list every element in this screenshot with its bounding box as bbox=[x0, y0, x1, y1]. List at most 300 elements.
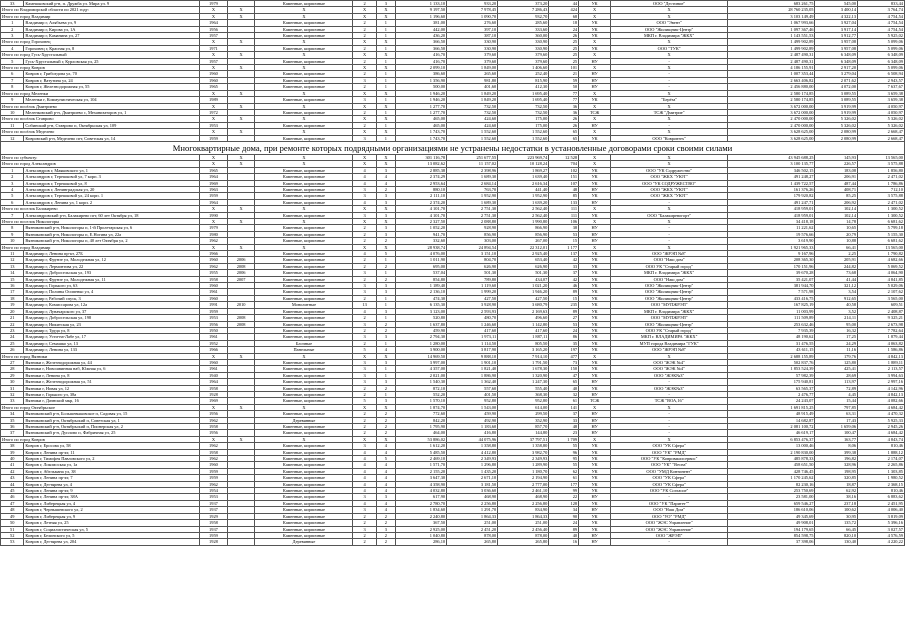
table-cell: УК bbox=[579, 488, 611, 494]
table-cell: 401,50 bbox=[447, 391, 498, 397]
table-cell: 196,82 bbox=[815, 456, 858, 462]
table-cell: 6 348,09 bbox=[858, 58, 905, 64]
table-cell: X bbox=[227, 436, 255, 442]
table-body-top bbox=[1, 1, 905, 142]
table-cell: X bbox=[227, 353, 255, 359]
table-cell: 2 476,77 bbox=[728, 391, 815, 397]
table-cell: 33 bbox=[549, 417, 579, 423]
table-cell: 3 103 149,49 bbox=[728, 13, 815, 19]
table-cell: 141 bbox=[549, 404, 579, 410]
table-cell: Каменные, кирпичные bbox=[255, 513, 353, 519]
table-cell: 89 bbox=[549, 289, 579, 295]
table-cell: 66,45 bbox=[815, 526, 858, 532]
table-cell: - bbox=[611, 225, 728, 231]
table-cell: 1 952,90 bbox=[498, 193, 549, 199]
table-cell: Каменные, кирпичные bbox=[255, 532, 353, 538]
table-cell: Каменные, кирпичные bbox=[255, 424, 353, 430]
table-cell: X bbox=[376, 404, 395, 410]
table-cell: 244,82 bbox=[815, 263, 858, 269]
table-cell: 2 456 880,00 bbox=[728, 84, 815, 90]
table-cell: 1 180,70 bbox=[498, 468, 549, 474]
table-cell: 842,20 bbox=[395, 417, 446, 423]
table-cell: 1980 bbox=[200, 231, 228, 237]
table-cell: УК bbox=[579, 321, 611, 327]
table-cell: 418 959,01 bbox=[728, 212, 815, 218]
table-cell: 46 bbox=[1, 494, 24, 500]
table-cell: 3 bbox=[353, 443, 376, 449]
table-cell: 1 320,90 bbox=[498, 372, 549, 378]
table-cell: 2 080,99 bbox=[815, 135, 858, 141]
table-cell: НУ bbox=[579, 424, 611, 430]
table-cell: Ковров г, Либерецкая ул, 4 bbox=[24, 500, 200, 506]
table-cell: X bbox=[611, 39, 728, 45]
table-cell: 2 bbox=[353, 391, 376, 397]
table-cell: 332,60 bbox=[395, 238, 446, 244]
table-cell: ООО "УК СОДРУЖЕСТВО" bbox=[611, 180, 728, 186]
table-cell: 2,25 bbox=[815, 251, 858, 257]
table-cell: 1 499 902,89 bbox=[728, 39, 815, 45]
table-cell: УК bbox=[579, 302, 611, 308]
table-cell: 2 349,93 bbox=[498, 456, 549, 462]
table-cell: 321,12 bbox=[815, 283, 858, 289]
table-cell: 1 097 367,46 bbox=[728, 26, 815, 32]
table-cell: 2 bbox=[353, 315, 376, 321]
table-cell: НУ bbox=[579, 532, 611, 538]
table-cell: 61 bbox=[549, 398, 579, 404]
table-cell: УК bbox=[579, 45, 611, 51]
table-cell: 1 bbox=[376, 270, 395, 276]
table-cell: 1 362,40 bbox=[447, 379, 498, 385]
table-cell: 14 bbox=[1, 270, 24, 276]
table-cell: 33 bbox=[1, 398, 24, 404]
table-cell: - bbox=[611, 122, 728, 128]
table-cell: Владимир г, Фрунзе ул, Молодежная ул, 11 bbox=[24, 276, 200, 282]
table-cell: 45 bbox=[1, 488, 24, 494]
table-cell: Каменные, кирпичные bbox=[255, 468, 353, 474]
table-cell: 952,80 bbox=[498, 398, 549, 404]
table-cell: 1 946,20 bbox=[395, 90, 446, 96]
table-cell: 3 bbox=[376, 1, 395, 7]
table-cell: 428 746,45 bbox=[728, 468, 815, 474]
table-cell: 53 886,02 bbox=[395, 436, 446, 442]
table-cell: Деревянные bbox=[255, 539, 353, 545]
table-cell: Владимир г, Каманина ул, 27 bbox=[24, 33, 200, 39]
table-cell: 436,20 bbox=[395, 33, 446, 39]
table-cell: 13 565,00 bbox=[858, 244, 905, 250]
table-cell: 15 bbox=[549, 295, 579, 301]
table-cell: 500,00 bbox=[395, 84, 446, 90]
table-cell: 28 760 235,05 bbox=[728, 7, 815, 13]
table-cell: НУ bbox=[579, 379, 611, 385]
table-cell: 333,60 bbox=[498, 26, 549, 32]
table-cell: 1 170 245,62 bbox=[728, 475, 815, 481]
table-cell: X bbox=[579, 7, 611, 13]
table-cell: 626,90 bbox=[447, 263, 498, 269]
table-cell: 1 886,90 bbox=[447, 372, 498, 378]
table-cell: 1956 bbox=[200, 411, 228, 417]
table-cell: 1 973,11 bbox=[447, 334, 498, 340]
table-cell: 253 750,69 bbox=[728, 488, 815, 494]
table-cell: 3 bbox=[353, 186, 376, 192]
table-cell: 5 029,06 bbox=[858, 283, 905, 289]
table-row bbox=[1, 539, 905, 545]
table-cell: 223 969,74 bbox=[498, 154, 549, 160]
table-cell: 557,60 bbox=[447, 385, 498, 391]
table-cell: X bbox=[200, 161, 228, 167]
table-cell: 4 684,42 bbox=[858, 404, 905, 410]
table-cell: 2 668,47 bbox=[858, 135, 905, 141]
table-cell: Ковров г, Либерецкая ул, 9 bbox=[24, 513, 200, 519]
table-cell: 3 928,90 bbox=[447, 302, 498, 308]
table-cell: Ковров г, Грибоедова ул, 70 bbox=[24, 71, 200, 77]
table-cell: 3 565,00 bbox=[858, 295, 905, 301]
table-cell: 1957 bbox=[200, 58, 228, 64]
table-cell: 1 119,60 bbox=[447, 283, 498, 289]
table-cell: 8 bbox=[1, 84, 24, 90]
table-cell: 38 bbox=[549, 225, 579, 231]
table-cell: ООО "Жилищник-Центр" bbox=[611, 295, 728, 301]
table-cell: 1929 bbox=[200, 513, 228, 519]
table-cell: 3 bbox=[376, 334, 395, 340]
table-cell: УК bbox=[579, 334, 611, 340]
table-cell: 856,90 bbox=[447, 231, 498, 237]
table-cell: 381 944,70 bbox=[728, 283, 815, 289]
table-cell: 2 bbox=[376, 539, 395, 545]
table-cell: 3 bbox=[353, 359, 376, 365]
table-cell: 7 935,39 bbox=[728, 327, 815, 333]
table-cell: 866,90 bbox=[498, 225, 549, 231]
table-cell: 4 bbox=[376, 500, 395, 506]
table-cell: Каменные, кирпичные bbox=[255, 45, 353, 51]
table-cell: 267,00 bbox=[498, 238, 549, 244]
table-cell: 2 487 490,31 bbox=[728, 58, 815, 64]
table-cell: - bbox=[611, 231, 728, 237]
table-cell: 4 050,97 bbox=[858, 109, 905, 115]
table-cell: 99 bbox=[549, 488, 579, 494]
table-cell: 53 bbox=[549, 321, 579, 327]
table-cell: Ковров г, Чернышевского ул, 2 bbox=[24, 507, 200, 513]
table-cell: 47 bbox=[1, 500, 24, 506]
table-cell: 1961 bbox=[200, 334, 228, 340]
table-cell: 1 743,70 bbox=[395, 135, 446, 141]
table-cell: 397,10 bbox=[447, 26, 498, 32]
table-cell: 4 bbox=[353, 449, 376, 455]
table-cell: 179,76 bbox=[815, 353, 858, 359]
table-cell: 379,60 bbox=[498, 52, 549, 58]
table-cell: 3 151,10 bbox=[447, 251, 498, 257]
table-cell: X bbox=[200, 39, 228, 45]
table-cell: 659 546,27 bbox=[728, 500, 815, 506]
table-cell: 2 190 830,00 bbox=[728, 449, 815, 455]
table-cell: 3 919,99 bbox=[815, 103, 858, 109]
table-cell: 330,90 bbox=[447, 45, 498, 51]
table-cell: 1950 bbox=[200, 327, 228, 333]
table-cell: 23 581,00 bbox=[728, 494, 815, 500]
table-cell: 37 bbox=[549, 411, 579, 417]
table-cell: X bbox=[227, 219, 255, 225]
table-cell: 2 111,10 bbox=[395, 193, 446, 199]
table-cell: 16 bbox=[549, 539, 579, 545]
table-cell: 4 bbox=[353, 475, 376, 481]
table-cell: X bbox=[200, 7, 228, 13]
table-cell: 40 bbox=[549, 532, 579, 538]
table-cell: 857,70 bbox=[498, 424, 549, 430]
table-cell: 399,38 bbox=[815, 449, 858, 455]
table-cell: - bbox=[611, 430, 728, 436]
table-cell: 1990 bbox=[200, 212, 228, 218]
table-cell: 401,60 bbox=[447, 84, 498, 90]
table-cell: Каменные, кирпичные bbox=[255, 257, 353, 263]
table-cell: 3 036,60 bbox=[447, 488, 498, 494]
table-cell: X bbox=[200, 353, 228, 359]
table-cell: УК bbox=[579, 1, 611, 7]
table-cell: 55 bbox=[549, 462, 579, 468]
table-cell: 37 398,06 bbox=[728, 539, 815, 545]
table-cell: 1 637,80 bbox=[395, 321, 446, 327]
table-cell: 5 099,06 bbox=[858, 39, 905, 45]
table-cell: ООО "ЖРЭП №8" bbox=[611, 347, 728, 353]
table-cell: 3 619,90 bbox=[728, 238, 815, 244]
subtotal-label: Итого по город Ковров bbox=[1, 65, 200, 71]
table-cell: 878,00 bbox=[498, 532, 549, 538]
table-cell: - bbox=[611, 494, 728, 500]
table-cell: 4 470,32 bbox=[858, 411, 905, 417]
table-cell: 1 303,85 bbox=[858, 468, 905, 474]
table-cell: Каменные, кирпичные bbox=[255, 263, 353, 269]
table-cell: ООО "Жилищник-Центр" bbox=[611, 26, 728, 32]
table-cell: X bbox=[255, 103, 353, 109]
table-cell: 265,60 bbox=[447, 71, 498, 77]
table-cell: УК bbox=[579, 456, 611, 462]
table-cell: НУ bbox=[579, 77, 611, 83]
table-cell: 2 bbox=[376, 520, 395, 526]
table-cell: 1959 bbox=[200, 532, 228, 538]
table-cell: 101 bbox=[549, 65, 579, 71]
table-cell: 1 bbox=[376, 366, 395, 372]
table-cell: 459,90 bbox=[447, 411, 498, 417]
table-cell: 386,60 bbox=[395, 71, 446, 77]
table-cell: Александров г, Ленина ул, 1 корп. 2 bbox=[24, 199, 200, 205]
table-cell: 24,29 bbox=[815, 340, 858, 346]
table-cell: УК bbox=[579, 526, 611, 532]
table-cell: 3 bbox=[353, 372, 376, 378]
table-cell: 626,90 bbox=[498, 263, 549, 269]
table-cell: 2 bbox=[376, 238, 395, 244]
table-cell: 1 790,82 bbox=[858, 251, 905, 257]
section-title-row bbox=[1, 141, 905, 154]
table-cell: 4 bbox=[376, 443, 395, 449]
table-cell: 732,50 bbox=[498, 109, 549, 115]
table-cell: 2 bbox=[353, 295, 376, 301]
table-cell: УК bbox=[579, 347, 611, 353]
table-cell: 1960 bbox=[200, 77, 228, 83]
table-cell: 4 754,54 bbox=[858, 26, 905, 32]
table-cell: УК bbox=[579, 276, 611, 282]
table-cell: 35 bbox=[1, 417, 24, 423]
table-cell: - bbox=[611, 58, 728, 64]
table-cell: 3 819,09 bbox=[858, 513, 905, 519]
table-cell: 3 575,88 bbox=[858, 193, 905, 199]
subtotal-label: Итого по посёлок Дмитриево bbox=[1, 103, 200, 109]
table-cell: Каменные, кирпичные bbox=[255, 398, 353, 404]
table-cell: 47 bbox=[549, 372, 579, 378]
table-cell: X bbox=[579, 52, 611, 58]
table-cell: 981,80 bbox=[447, 77, 498, 83]
table-cell: Каменные, кирпичные bbox=[255, 193, 353, 199]
table-cell: Вязниковский р-н, Большевыковское п, Садовая ул, 15 bbox=[24, 411, 200, 417]
table-cell: 5 155,30 bbox=[858, 231, 905, 237]
table-cell: 1971 bbox=[200, 45, 228, 51]
table-cell: X bbox=[353, 161, 376, 167]
table-cell: 50 bbox=[549, 84, 579, 90]
table-cell: ООО "УК" "РМД" bbox=[611, 449, 728, 455]
table-cell: 265,80 bbox=[498, 539, 549, 545]
table-cell: 4 bbox=[353, 481, 376, 487]
table-cell: 2 456,40 bbox=[498, 526, 549, 532]
table-cell: 2 bbox=[353, 276, 376, 282]
table-cell: 4 063,82 bbox=[858, 340, 905, 346]
table-cell: X bbox=[227, 103, 255, 109]
table-cell: X bbox=[255, 52, 353, 58]
table-cell: 25 bbox=[549, 58, 579, 64]
table-cell: X bbox=[353, 116, 376, 122]
table-cell: 4 576,59 bbox=[858, 532, 905, 538]
table-cell: НУ bbox=[579, 84, 611, 90]
table-cell: 73,68 bbox=[815, 270, 858, 276]
table-cell: 11 bbox=[1, 122, 24, 128]
table-cell: Камешковский р-н, п. Дружба ул. Мира ул. 9 bbox=[24, 1, 200, 7]
table-cell: 3 bbox=[376, 289, 395, 295]
table-cell: 10 bbox=[1, 109, 24, 115]
table-cell: 3 bbox=[353, 77, 376, 83]
table-cell: X bbox=[376, 116, 395, 122]
table-cell: 19 576,66 bbox=[728, 231, 815, 237]
table-cell: 3 900,00 bbox=[395, 347, 446, 353]
table-cell: 3 628 625,00 bbox=[728, 129, 815, 135]
subtotal-label: Итого по город Владимир bbox=[1, 244, 200, 250]
table-cell: 7 286,43 bbox=[498, 7, 549, 13]
table-cell: X bbox=[227, 244, 255, 250]
table-cell: 474,30 bbox=[395, 295, 446, 301]
table-cell: 1 bbox=[376, 135, 395, 141]
table-cell: 2 bbox=[353, 20, 376, 26]
table-cell: 17,25 bbox=[815, 334, 858, 340]
table-cell: 4 006,40 bbox=[858, 507, 905, 513]
table-cell: Каменные, кирпичные bbox=[255, 180, 353, 186]
table-cell: ООО "Наш Дом" bbox=[611, 507, 728, 513]
table-cell: Каменные, кирпичные bbox=[255, 199, 353, 205]
table-cell: 1 358,80 bbox=[498, 443, 549, 449]
table-cell: 1962 bbox=[200, 481, 228, 487]
table-cell: 1 887,11 bbox=[498, 334, 549, 340]
table-cell: 1 864,33 bbox=[447, 513, 498, 519]
table-cell: 367,50 bbox=[395, 520, 446, 526]
table-cell: УК bbox=[579, 174, 611, 180]
table-cell: 412,30 bbox=[498, 84, 549, 90]
table-cell: 167 825,19 bbox=[728, 302, 815, 308]
table-cell: 4 bbox=[353, 180, 376, 186]
table-cell: УК bbox=[579, 289, 611, 295]
table-cell: 2008 bbox=[227, 263, 255, 269]
table-cell: X bbox=[611, 103, 728, 109]
table-cell: 4 684,42 bbox=[858, 430, 905, 436]
table-cell: 2 169,63 bbox=[498, 308, 549, 314]
table-cell: 1937 bbox=[200, 526, 228, 532]
table-cell: 1 280,00 bbox=[395, 340, 446, 346]
table-cell: 1 952,90 bbox=[447, 193, 498, 199]
table-cell: 42 bbox=[1, 468, 24, 474]
table-cell: X bbox=[200, 206, 228, 212]
table-cell: 111 509,89 bbox=[728, 315, 815, 321]
table-cell: 4 bbox=[353, 456, 376, 462]
table-cell: 276,60 bbox=[447, 20, 498, 26]
table-cell: УК bbox=[579, 372, 611, 378]
table-cell: Каменные, кирпичные bbox=[255, 167, 353, 173]
table-cell: 6 348,09 bbox=[858, 52, 905, 58]
table-cell: X bbox=[611, 244, 728, 250]
table-cell: 1962 bbox=[200, 263, 228, 269]
table-cell: 1959 bbox=[200, 468, 228, 474]
table-cell: 496,60 bbox=[498, 315, 549, 321]
table-cell: 41,44 bbox=[815, 276, 858, 282]
table-cell: X bbox=[579, 404, 611, 410]
table-cell: 1 586,86 bbox=[858, 347, 905, 353]
table-cell: 205,91 bbox=[815, 257, 858, 263]
table-cell: 20 bbox=[1, 308, 24, 314]
table-cell: X bbox=[227, 129, 255, 135]
table-cell: Владимир г, Усти-на-Лабе ул, 17 bbox=[24, 334, 200, 340]
table-cell: 2 408,87 bbox=[858, 308, 905, 314]
table-cell: 2 374,20 bbox=[395, 199, 446, 205]
table-cell: 2 bbox=[353, 417, 376, 423]
table-cell: 1 189,40 bbox=[395, 283, 446, 289]
table-cell: Ковров г, Ленина пр-кт, 9 bbox=[24, 488, 200, 494]
table-cell: 5 799,18 bbox=[858, 225, 905, 231]
table-cell: 3 957,08 bbox=[815, 39, 858, 45]
table-cell: ТСЖ "ВОА,16" bbox=[611, 398, 728, 404]
table-cell: 26 bbox=[549, 116, 579, 122]
table-cell: 65 bbox=[549, 379, 579, 385]
table-cell: 2 925,00 bbox=[395, 526, 446, 532]
table-cell: УК bbox=[579, 257, 611, 263]
table-cell: НУ bbox=[579, 71, 611, 77]
table-cell: 24 bbox=[549, 327, 579, 333]
table-cell: X bbox=[353, 7, 376, 13]
table-cell: 2 997,16 bbox=[858, 379, 905, 385]
table-cell: 39 bbox=[1, 449, 24, 455]
table-cell: 4 bbox=[376, 468, 395, 474]
table-cell: УК bbox=[579, 251, 611, 257]
table-cell: 1 856,80 bbox=[858, 167, 905, 173]
table-cell: Каменные, кирпичные bbox=[255, 225, 353, 231]
table-cell: 82 230,16 bbox=[728, 481, 815, 487]
table-cell: 2 bbox=[353, 33, 376, 39]
table-cell: 352,90 bbox=[498, 417, 549, 423]
table-cell: 15,44 bbox=[815, 398, 858, 404]
table-cell: 4 082,66 bbox=[858, 398, 905, 404]
table-cell: X bbox=[611, 13, 728, 19]
table-cell: НУ bbox=[579, 186, 611, 192]
table-cell: Каменные, кирпичные bbox=[255, 276, 353, 282]
table-cell: 2 471,02 bbox=[858, 199, 905, 205]
table-cell: 1 659,06 bbox=[815, 424, 858, 430]
table-cell: 416,70 bbox=[395, 52, 446, 58]
table-cell: 49 bbox=[1, 513, 24, 519]
table-cell: 26 bbox=[1, 347, 24, 353]
table-cell: 44 bbox=[549, 1, 579, 7]
table-cell: НУ bbox=[579, 122, 611, 128]
table-cell: 1 246,60 bbox=[447, 321, 498, 327]
